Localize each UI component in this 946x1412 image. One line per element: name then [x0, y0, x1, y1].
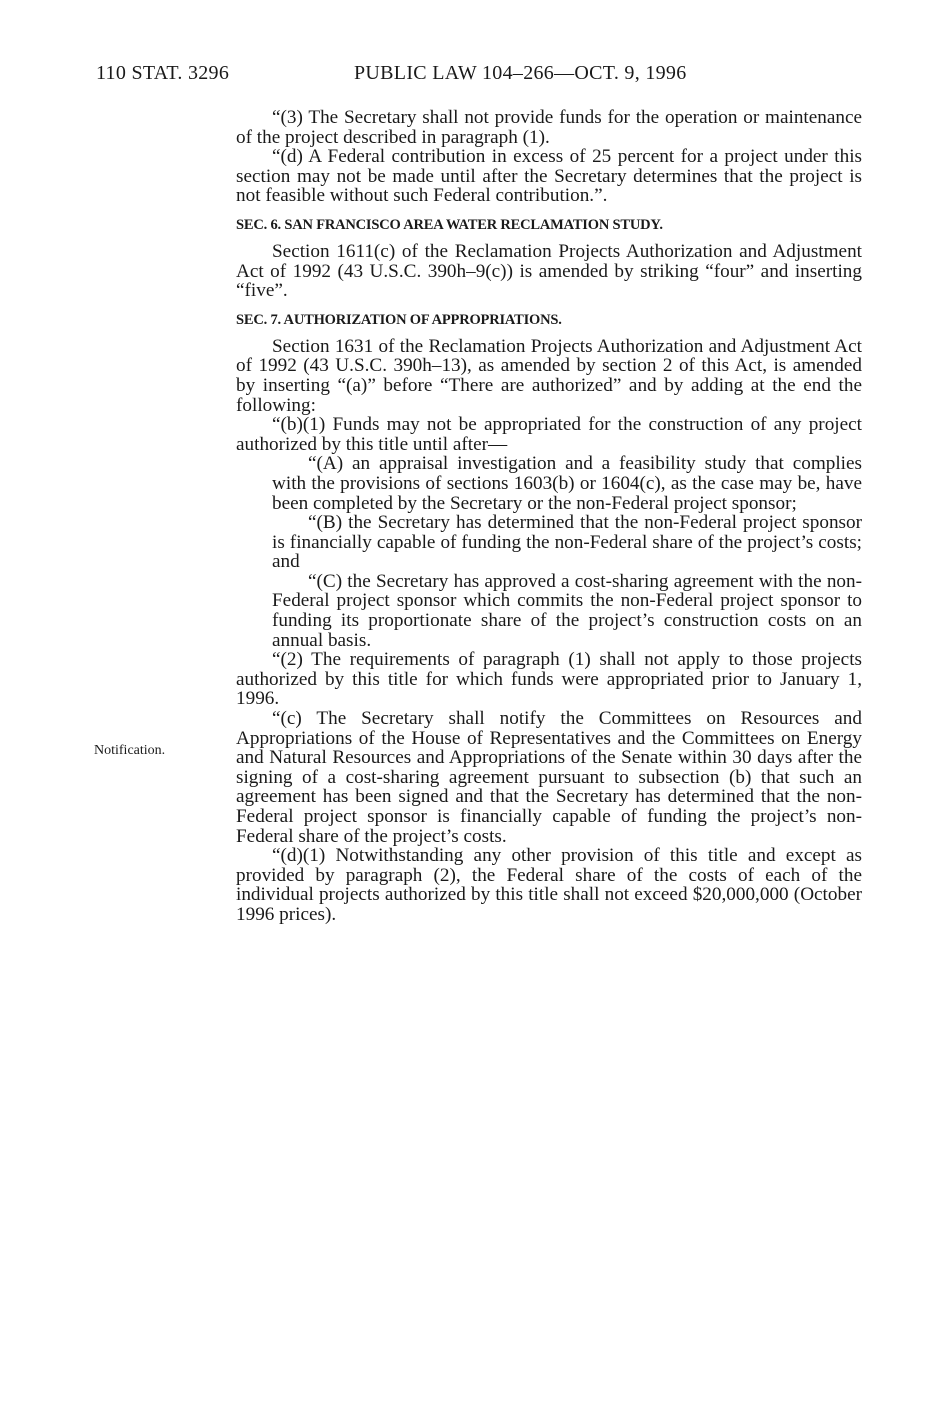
document-body [236, 108, 862, 925]
stat-citation: 110 STAT. 3296 [96, 62, 230, 84]
public-law-citation: PUBLIC LAW 104–266—OCT. 9, 1996 [354, 62, 687, 84]
page-header [96, 62, 856, 88]
section-6-text: Section 1611(c) of the Reclamation Projects Authorization and Adjustment Act of 1992 (43 U.S.C. 390h–9(c)) is amended by striking “four” and inserting “five”. [236, 240, 862, 302]
paragraph-c-notification: “(c) The Secretary shall notify the Committees on Resources and Appropriations of the House of Representatives and the Committees on Energy and Natural Resources and Appropriations of the Senate within 30 days after the signing of a cost-sharing agreement pursuant to subsection (b) that such an agreement has been signed and that the Secretary has determined that the non-Federal project sponsor is financially capable of funding the project’s non-Federal share of the project’s costs. [236, 708, 862, 847]
paragraph-d1-federal-share: “(d)(1) Notwithstanding any other provision of this title and except as provided by paragraph (2), the Federal share of the costs of each of the individual projects authorized by this title shall not exceed $20,000,000 (October 1996 prices). [236, 845, 862, 925]
section-7-intro: Section 1631 of the Reclamation Projects Authorization and Adjustment Act of 1992 (43 U.S.C. 390h–13), as amended by section 2 of this Act, is amended by inserting “(a)” before “There are authorized” and by adding at the end the following: [236, 335, 862, 416]
subparagraph-a: “(A) an appraisal investigation and a feasibility study that complies with the provisions of sections 1603(b) or 1604(c), as the case may be, have been completed by the Secretary or the non-Federal project sponsor; [272, 453, 862, 514]
section-7-heading: SEC. 7. AUTHORIZATION OF APPROPRIATIONS. [236, 311, 562, 328]
margin-note-notification: Notification. [94, 743, 166, 758]
section-6-heading: SEC. 6. SAN FRANCISCO AREA WATER RECLAMATION STUDY. [236, 216, 663, 233]
paragraph-a3: “(3) The Secretary shall not provide funds for the operation or maintenance of the project described in paragraph (1). [236, 107, 862, 148]
paragraph-b2: “(2) The requirements of paragraph (1) shall not apply to those projects authorized by this title for which funds were appropriated prior to January 1, 1996. [236, 649, 862, 710]
paragraph-b1: “(b)(1) Funds may not be appropriated for the construction of any project authorized by this title until after— [236, 414, 862, 455]
subparagraph-c: “(C) the Secretary has approved a cost-sharing agreement with the non-Federal project sponsor which commits the non-Federal project sponsor to funding its proportionate share of the project’s construction costs on an annual basis. [272, 570, 862, 651]
subparagraph-b: “(B) the Secretary has determined that the non-Federal project sponsor is financially capable of funding the non-Federal share of the project’s costs; and [272, 512, 862, 573]
paragraph-d-federal-contribution: “(d) A Federal contribution in excess of 25 percent for a project under this section may not be made until after the Secretary determines that the project is not feasible without such Federal contribution.”. [236, 146, 862, 207]
